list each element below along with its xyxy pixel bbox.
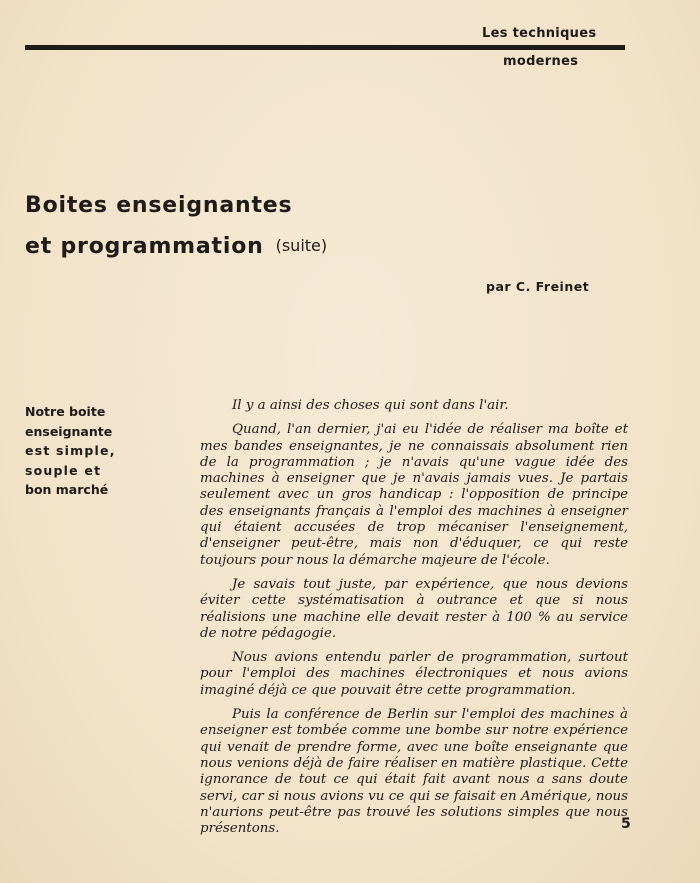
- article-title-line2: [25, 234, 327, 259]
- page-number: 5: [621, 816, 631, 832]
- article-body: [200, 398, 628, 845]
- body-paragraph: Quand, l'an dernier, j'ai eu l'idée de réaliser ma boîte et mes bandes enseignantes, je ne connaissais absolument rien de la programmation ; je n'avais qu'une vague idée des machines à enseigner que je n'avais jamais vues. Je partais seulement avec un gros handicap : l'opposition de principe des enseignants français à l'emploi des machines à enseigner qui étaient accusées de trop mécaniser l'enseignement, d'enseigner peut-être, mais non d'éduquer, ce qui reste toujours pour nous la démarche majeure de l'école.: [200, 422, 628, 568]
- header-rule: [25, 45, 625, 50]
- section-label-line2: modernes: [503, 54, 579, 69]
- body-paragraph: Je savais tout juste, par expérience, que nous devions éviter cette systématisation à outrance et que si nous réalisions une machine elle devait rester à 100 % au service de notre pédagogie.: [200, 576, 628, 641]
- section-label-line1: Les techniques: [482, 26, 597, 41]
- body-paragraph: Puis la conférence de Berlin sur l'emploi des machines à enseigner est tombée comme une bombe sur notre expérience qui venait de prendre forme, avec une boîte enseignante que nous venions déjà de faire réaliser en matière plastique. Cette ignorance de tout ce qui était fait avant nous a sans doute servi, car si nous avions vu ce qui se faisait en Amérique, nous n'aurions peut-être pas trouvé les solutions simples que nous présentons.: [200, 707, 628, 837]
- sidebar-callout: [25, 402, 137, 500]
- author-byline: par C. Freinet: [486, 279, 590, 294]
- title-suffix: (suite): [275, 236, 328, 255]
- sidebar-line: est simple,: [25, 443, 116, 458]
- body-paragraph: Nous avions entendu parler de programmation, surtout pour l'emploi des machines électroniques et nous avions imaginé déjà ce que pouvait être cette programmation.: [200, 650, 628, 698]
- sidebar-line: enseignante: [25, 423, 113, 439]
- body-paragraph: Il y a ainsi des choses qui sont dans l'air.: [232, 398, 509, 413]
- article-title-line2-text: et programmation: [25, 234, 264, 259]
- sidebar-line: bon marché: [25, 482, 109, 497]
- sidebar-line: souple et: [25, 462, 102, 478]
- article-title-line1: Boites enseignantes: [25, 193, 293, 218]
- sidebar-line: Notre boite: [25, 404, 106, 419]
